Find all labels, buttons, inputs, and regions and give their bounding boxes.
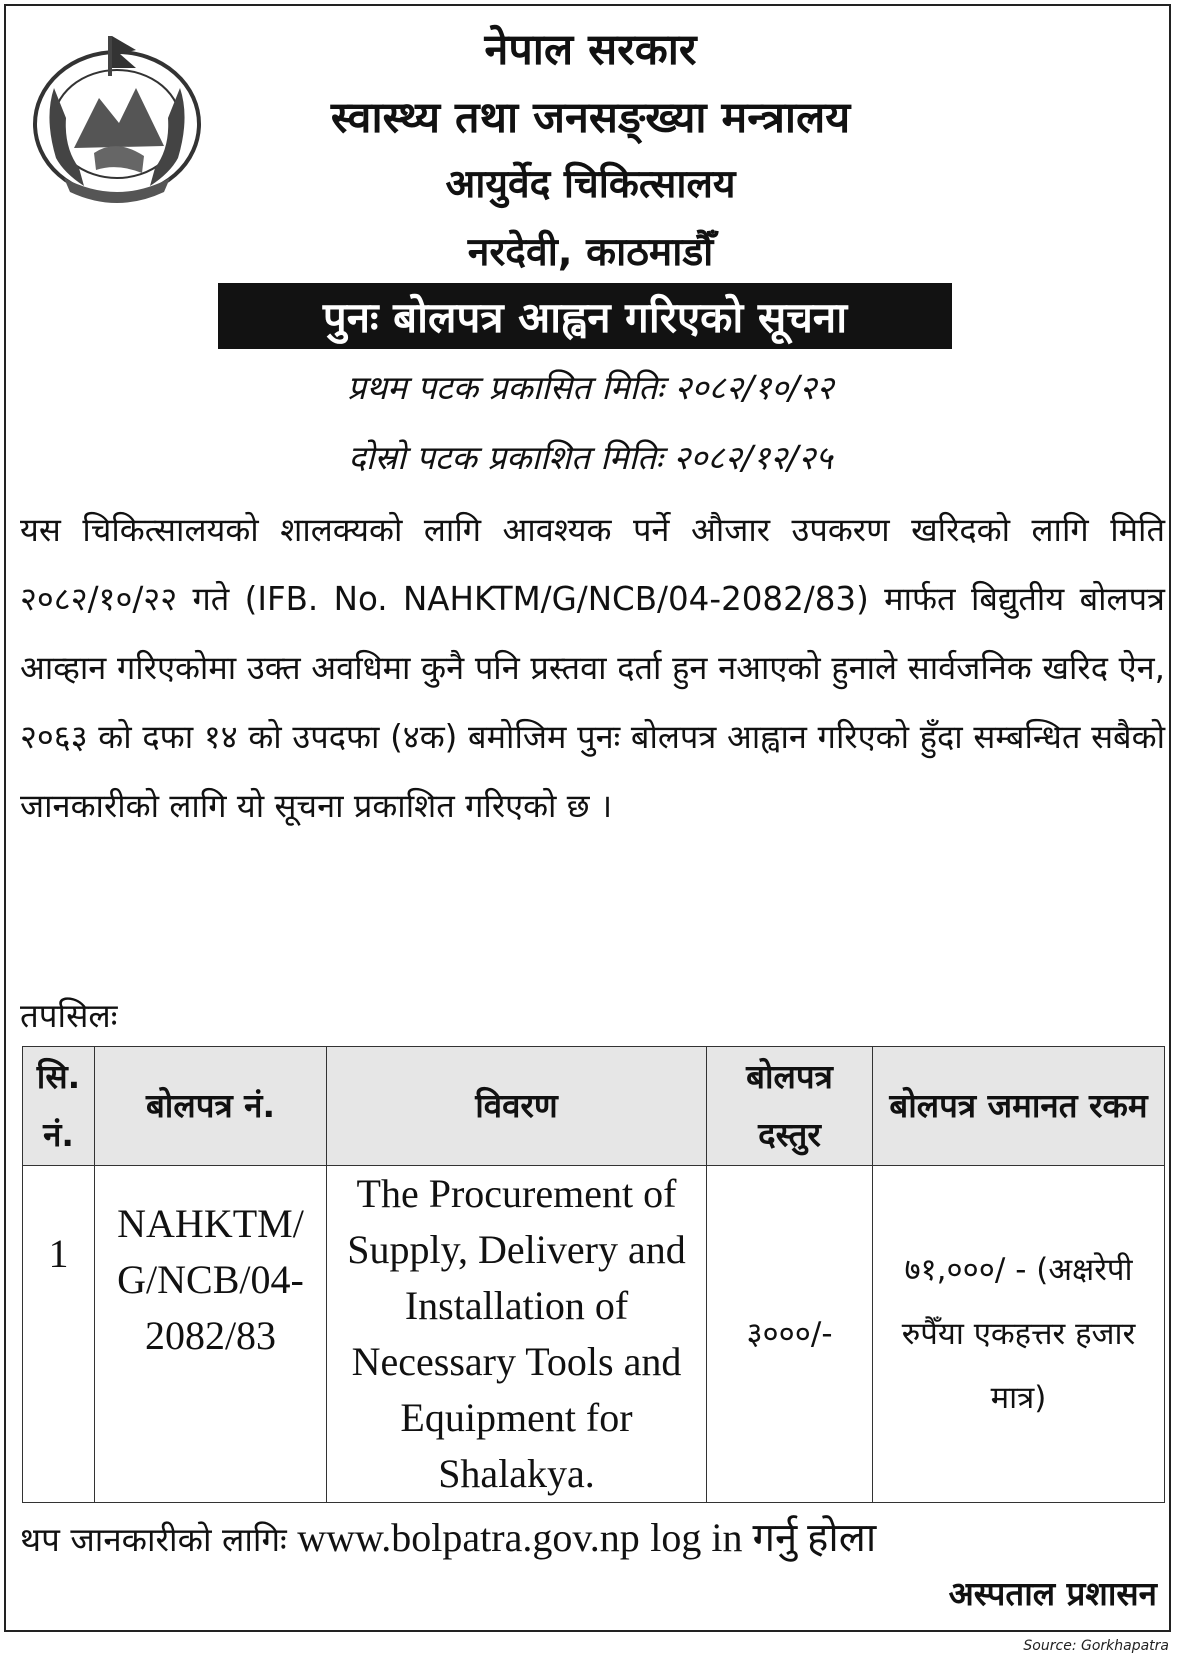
table-row — [23, 1166, 1165, 1503]
location-heading: नरदेवी, काठमाडौँ — [467, 230, 714, 275]
first-publication-date: प्रथम पटक प्रकासित मितिः २०८२/१०/२२ — [347, 368, 834, 407]
government-heading: नेपाल सरकार — [484, 25, 697, 75]
cell-fee: ३०००/- — [707, 1166, 873, 1503]
table-header-row — [23, 1047, 1165, 1166]
header-description: विवरण — [327, 1047, 707, 1166]
header-fee: बोलपत्र दस्तुर — [707, 1047, 873, 1166]
header-sn: सि. नं. — [23, 1047, 95, 1166]
cell-sn: 1 — [23, 1166, 95, 1503]
bolpatra-link[interactable]: www.bolpatra.gov.np — [297, 1515, 640, 1560]
notice-title-banner: पुनः बोलपत्र आह्वन गरिएको सूचना — [218, 283, 952, 349]
signoff: अस्पताल प्रशासन — [948, 1574, 1157, 1613]
cell-description: The Procurement of Supply, Delivery and Installation of Necessary Tools and Equipment for Shalakya. — [327, 1166, 707, 1503]
second-publication-date: दोस्रो पटक प्रकाशित मितिः २०८२/१२/२५ — [348, 438, 833, 477]
more-info-prefix: थप जानकारीको लागिः — [20, 1520, 287, 1559]
header-security: बोलपत्र जमानत रकम — [873, 1047, 1165, 1166]
cell-security: ७१,०००/ - (अक्षरेपी रुपैँया एकहत्तर हजार मात्र) — [873, 1166, 1165, 1503]
schedule-label: तपसिलः — [20, 996, 118, 1035]
cell-bid-no: NAHKTM/ G/NCB/04- 2082/83 — [95, 1166, 327, 1503]
hospital-heading: आयुर्वेद चिकित्सालय — [445, 162, 736, 207]
notice-body: यस चिकित्सालयको शालक्यको लागि आवश्यक पर्ने औजार उपकरण खरिदको लागि मिति २०८२/१०/२२ गते (IFB. No. NAHKTM/G/NCB/04-2082/83) मार्फत बिद्युतीय बोलपत्र आव्हान गरिएकोमा उक्त अवधिमा कुनै पनि प्रस्तवा दर्ता हुन नआएको हुनाले सार्वजनिक खरिद ऐन, २०६३ को दफा १४ को उपदफा (४क) बमोजिम पुनः बोलपत्र आह्वान गरिएको हुँदा सम्बन्धित सबैको जानकारीको लागि यो सूचना प्रकाशित गरिएको छ । — [20, 511, 1165, 825]
header-bid-no: बोलपत्र नं. — [95, 1047, 327, 1166]
more-info-line — [20, 1508, 876, 1563]
ministry-heading: स्वास्थ्य तथा जनसङ्ख्या मन्त्रालय — [330, 93, 851, 143]
more-info-suffix: log in गर्नु होला — [650, 1515, 877, 1560]
source-credit: Source: Gorkhapatra — [1023, 1638, 1169, 1654]
bid-table — [22, 1046, 1165, 1503]
